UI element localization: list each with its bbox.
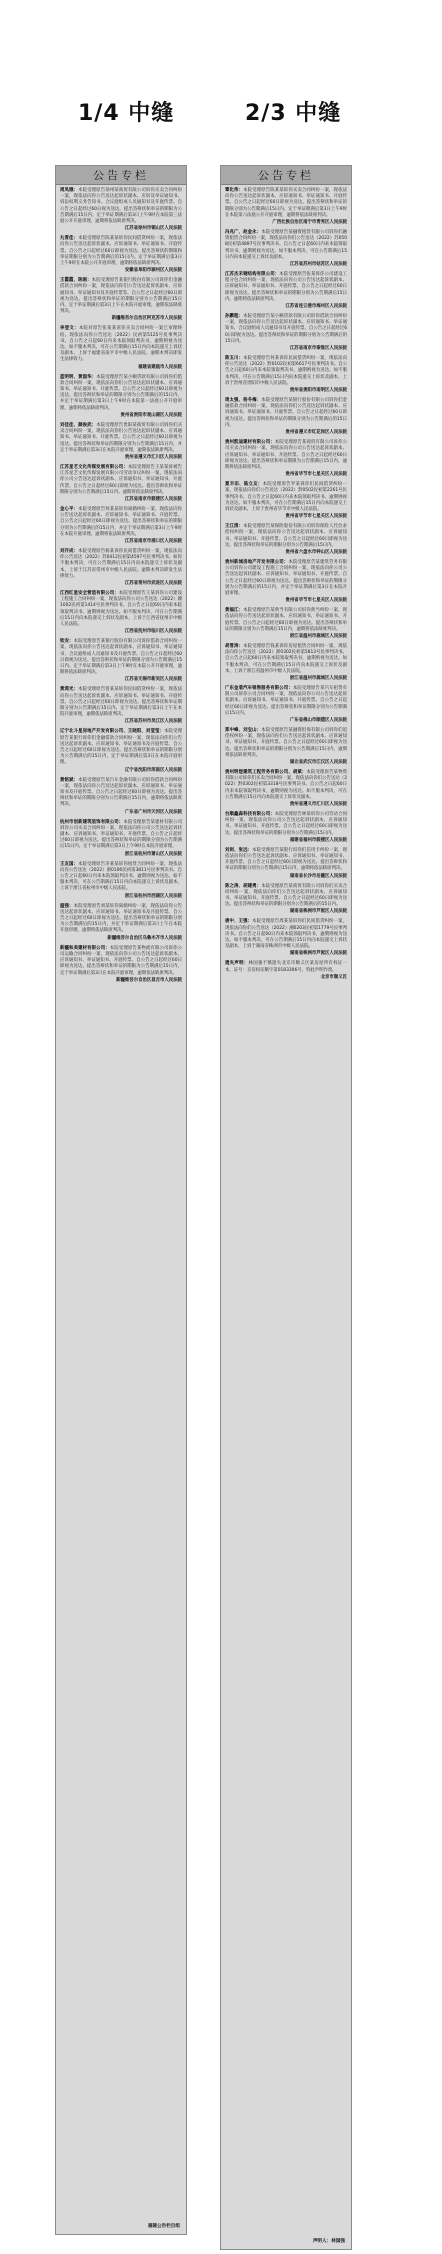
notice-addressee: 胡雪涛： (225, 643, 244, 649)
notice-court: 广西壮族自治区南宁市青秀区人民法院 (272, 220, 347, 226)
notice-body: 本院受理原告某汽车金融有限公司诉你借款合同纠纷一案，现依法向你公告送达起诉状副本、应诉通知书、举证通知书及开庭传票。自公告之日起经过60日即视为送达。提出答辩状和举证的期限分别为公告期满后15日内，逾期将依法缺席判决。 (60, 777, 182, 808)
notice-text (225, 314, 347, 345)
notice-item (60, 326, 182, 370)
notice-text (225, 848, 347, 873)
notice-court: 湖南省株洲市芦淞区人民法院 (289, 909, 347, 915)
notice-text (225, 884, 347, 909)
notice-text (225, 188, 347, 219)
notice-item (225, 961, 347, 980)
notice-text (225, 272, 347, 303)
notice-body: 本院受理原告某银行股份有限公司诉你们金融借款合同纠纷一案，现依法向你们公告送达起诉状副本、应诉通知书、举证通知书及开庭传票等。自公告之日起经过60日即视为送达。提出答辩状和举证的期限分别为公告期满后15日内。定于举证期满后第3日上午在本院开庭审理，逾期依法缺席判决。 (60, 278, 182, 315)
notice-text (60, 423, 182, 454)
notice-text (60, 820, 182, 851)
notice-item (60, 687, 182, 725)
notice-body: 本院受理原告某小额贷款有限公司诉你们借款合同纠纷一案，现依法向你们公告送达起诉状副本、应诉通知书、举证通知书、开庭传票。自公告之日起经过60日即视为送达。提出答辩状和举证的期限分别为公告期满后的15日内，并定于举证期满后第3日上午9时在本院第一法庭公开开庭审理，逾期将依法缺席判决。 (60, 374, 182, 411)
notice-body: 本院受理原告何某诉你民间借贷纠纷一案，现依法向你公告送达（2022）黔0102民初第6617号民事判决书。自公告之日起60日内来本院领取判决书，逾期则视为送达。如不服本判决，可在公告期满后15日内向本院递交上诉状及副本，上诉于贵州省贵阳市中级人民法院。 (225, 356, 347, 386)
notice-court: 贵州省六盘水市钟山区人民法院 (285, 549, 347, 555)
notice-court: 贵州省遵义市汇川区人民法院 (124, 454, 182, 460)
notice-addressee: 冯兆广、赵金永： (225, 230, 262, 236)
notice-addressee: 周凤娥： (60, 188, 79, 193)
notice-body: 本院受理原告罗某诉你们民间借贷纠纷一案，现依法向你们公告送达（2022）黔0502民初第2261号民事判决书。自公告之日起60日内来本院领取判决书，逾期则视为送达。如不服本判决，可在公告期满后15日内向本院递交上诉状及副本，上诉于贵州省毕节市中级人民法院。 (225, 482, 347, 512)
column-footer-left: 福建公告栏目组 (147, 2224, 180, 2229)
notice-addressee: 新疆和美建材有限公司： (60, 945, 110, 951)
notice-addressee: 江苏杰禾钢结构有限公司： (225, 272, 280, 278)
notice-body: 本院受理原告王某某诉被告江苏星艺文化传媒发展有限公司劳动争议纠纷一案，现依法向你公司公告送达起诉状副本、应诉通知书、举证通知书、开庭传票。自公告之日起经过60日即视为送达。提出答辩状和举证期限分别为公告期满后15日内。逾期将依法缺席判决。 (60, 464, 182, 495)
notice-body: 本院受理原告钱某诉你房屋租赁合同纠纷一案，现依法向你公告送达（2022）浙0302民初第5813号民事判决书。自公告之日起60日内来本院领取判决书，逾期则视为送达。如不服本判决，可在公告期满后15日内向本院递交上诉状及副本，上诉于浙江省温州市中级人民法院。 (225, 643, 347, 674)
notice-court: 辽宁省沈阳市浑南区人民法院 (124, 767, 182, 773)
notice-court: 贵州省贵阳市观山湖区人民法院 (120, 412, 182, 418)
notice-court: 新疆维吾尔自治区乌鲁木齐市人民法院 (107, 935, 182, 941)
notice-addressee: 黄鸿光： (60, 687, 79, 693)
notice-text (225, 770, 347, 801)
notice-text (60, 507, 182, 538)
notice-text (225, 644, 347, 675)
notice-body: 本院受理原告某银行诉你们信用卡纠纷一案，现依法向你们公告送达起诉状副本、应诉通知书、举证通知书、开庭传票。自公告之日起经过60日即视为送达。提出答辩状和举证的期限分别为公告期满后15日内，逾期将依法缺席判决。 (225, 847, 347, 872)
notice-court: 江苏省南京市秦淮区人民法院 (289, 346, 347, 352)
notice-body: 本院受理原告某建材有限公司诉你公司买卖合同纠纷一案，现依法向你公司公告送达起诉状副本、应诉通知书、举证通知书、开庭传票。自公告之日起经过60日即视为送达。提出答辩状和举证的期限分别为公告期满后15日内。定于举证期满后第3日上午9时在本院开庭审理。 (60, 819, 182, 850)
notice-body: 本院受理原告某商贸有限公司诉你们买卖合同纠纷一案，现依法向你们公告送达起诉状副本、应诉通知书、举证通知书、开庭传票。自公告之日起经过60日即视为送达。提出答辩状和举证的期限分别为公告期满后的15日内。 (225, 883, 347, 908)
notice-item (60, 639, 182, 683)
notice-item (60, 820, 182, 858)
notice-addressee: 王霞霞、陈刚： (60, 278, 92, 284)
notice-column-left (55, 165, 187, 2235)
notice-item (225, 356, 347, 394)
notice-court: 新疆维吾尔自治区阿克苏市人民法院 (111, 316, 182, 322)
notice-body: 本院受理原告林某诉你公司劳动合同纠纷一案，现依法向你公司公告送达起诉状副本、应诉通知书、举证通知书、开庭传票。自公告之日起经过60日即视为送达。提出答辩状和举证的期限分别为公告期满后15日内。 (225, 812, 347, 836)
notice-body: 本院受理原告某汽车租赁有限公司诉你公司合同纠纷一案，现依法向你公司公告送达起诉状副本、应诉通知书、举证通知书、开庭传票。自公告之日起经过60日即视为送达。提出答辩状和举证期限分别为公告期满后15日内。 (225, 685, 347, 716)
notice-text (60, 862, 182, 893)
notice-body: 本院受理原告陈某某诉你买卖合同纠纷一案，现依法向你公告送达起诉状副本、应诉通知书、举证通知书、开庭传票。自公告之日起经过60日即视为送达。提出答辩状和举证的期限分别为公告期满后15日内。定于举证期满后第3日上午9时在本院第六法庭公开开庭审理，逾期将依法缺席判决。 (225, 188, 347, 218)
notice-item (225, 812, 347, 844)
notice-text (225, 686, 347, 717)
notice-court: 江苏省南京市浦口区人民法院 (124, 538, 182, 544)
notice-item (225, 314, 347, 352)
notice-addressee: 江苏星艺文化传媒发展有限公司： (60, 464, 128, 470)
notice-court: 广东省广州市天河区人民法院 (124, 809, 182, 815)
notice-item (225, 524, 347, 556)
column-size-label-right: 2/3 中缝 (245, 101, 342, 126)
notice-item (225, 644, 347, 682)
notice-court: 福建省福州市鼓楼区人民法院 (289, 837, 347, 843)
notice-text (60, 326, 182, 363)
notice-addressee: 陈之涛、胡建勇： (225, 883, 262, 889)
notice-item (225, 608, 347, 640)
notice-item (60, 549, 182, 587)
notice-item (60, 236, 182, 274)
notice-item (225, 188, 347, 226)
notice-text (60, 729, 182, 766)
notice-court: 广东省佛山市顺德区人民法院 (289, 718, 347, 723)
notice-addressee: 李登文： (60, 326, 79, 332)
notice-court: 贵州省贵阳市南明区人民法院 (289, 388, 347, 394)
notice-addressee: 丸雪佳： (60, 236, 79, 242)
notice-text (60, 465, 182, 496)
notice-addressee: 刘开成： (60, 548, 79, 554)
notice-court: 浙江省温州市鹿城区人民法院 (289, 675, 347, 681)
notice-addressee: 夏丰田、陆立友： (225, 482, 263, 488)
notice-addressee: 孙鹏程： (225, 314, 244, 320)
notice-court: 浙江省温州市鹿城区人民法院 (289, 633, 347, 639)
notice-body: 本院受理原告某银行股份有限公司诉你们金融借款合同纠纷一案，现依法向你们公告送达起诉状副本、应诉通知书、举证通知书、开庭传票。自公告之日起经过60日即视为送达。提出答辩状和举证的期限分别为公告期满后的15日内。 (225, 398, 347, 428)
notice-court: 湖北省武汉市江汉区人民法院 (289, 760, 347, 766)
notice-body: 林国强不慎遗失北京市顺义区某房屋所有权证一本，证号：京房权证顺字第0183306号，特此声明作废。 (225, 961, 347, 973)
notice-text (225, 356, 347, 387)
notice-court: 浙江省杭州市萧山区人民法院 (124, 851, 182, 857)
notice-addressee: 钦安： (60, 639, 74, 645)
notice-item (60, 375, 182, 419)
notice-body: 本院受理原告某小额贷款有限公司诉你借款合同纠纷一案，现依法向你公告送达起诉状副本、应诉通知书、举证通知书、合议庭组成人员通知书及开庭传票。自公告之日起经过60日即视为送达。提出答辩状和举证的期限分别为公告期满后的15日内。 (225, 314, 347, 344)
notice-court: 江苏省连云港市海州区人民法院 (285, 304, 347, 310)
notice-addressee: 遗失声明： (225, 961, 249, 967)
notice-text (60, 278, 182, 315)
notice-item (225, 884, 347, 916)
notice-addressee: 贵州明煜建筑工程劳务有限公司、胡斌： (225, 770, 307, 776)
notice-court: 江苏省苏州市姑苏区人民法院 (289, 262, 347, 268)
notice-item (225, 770, 347, 808)
notice-body: 本院受理原告某物资有限公司诉你们买卖合同纠纷一案，现依法向你们公告送达（2022）黔0302民初第3318号民事判决书。自公告之日起60日内来本院领取判决书，逾期则视为送达。如不服本判决，可在公告期满后15日内向本院递交上诉状及副本。 (225, 770, 347, 800)
notice-body: 本院受理原告某融资担保有限公司诉你们追偿权纠纷一案，现依法向你们公告送达起诉状副本、应诉通知书、举证通知书、开庭传票。自公告之日起经过60日即视为送达。提出答辩状和举证的期限分别为公告期满后15日内，逾期将依法缺席判决。 (225, 728, 347, 758)
notice-item (60, 946, 182, 984)
notice-body: 本院受理原告李某某诉你租赁合同纠纷一案，现依法向你公告送达（2022）浙0106民初第3811号民事判决书。自公告之日起60日内来本院领取判决书，逾期则视为送达。如不服本判决，可在公告期满后15日内向本院递交上诉状及副本，上诉于浙江省杭州市中级人民法院。 (60, 861, 182, 892)
notice-addressee: 王江清： (225, 524, 244, 530)
notice-text (225, 812, 347, 837)
notice-addressee: 王友国： (60, 861, 79, 867)
notice-item (60, 778, 182, 816)
notice-text (60, 549, 182, 580)
notice-text (60, 236, 182, 267)
notice-addressee: 金心平： (60, 506, 79, 512)
notice-item (225, 686, 347, 724)
notice-addressee: 贵州新城房地产开发有限公司： (225, 559, 289, 565)
notice-text (225, 230, 347, 261)
column-header-right: 公告专栏 (221, 166, 351, 185)
notice-text (225, 524, 347, 549)
notice-text (225, 961, 347, 973)
notice-body: 本院受理原告周某某诉你们民间借贷纠纷一案，现依法向你们公告送达（2022）湘0203民初第1779号民事判决书。自公告之日起60日内来本院领取判决书，逾期则视为送达。如不服本判决，可在公告期满后15日内向本院递交上诉状及副本，上诉于湖南省株洲市中级人民法院。 (225, 919, 347, 950)
notice-body: 本院受理原告陈某某诉你民间借贷纠纷一案，现依法向你公告送达起诉状副本、应诉通知书、举证通知书、开庭传票。自公告之日起经过60日即视为送达。提出答辩状的期限和举证期限分别为公告期满后的15日内。定于举证期满后第3日上午9时在本院公开开庭审理，逾期将依法缺席判决。 (60, 236, 182, 267)
notice-addressee: 广东金盾汽车销售服务有限公司： (225, 685, 293, 691)
notice-addressee: 黄福江： (225, 608, 244, 614)
notice-body: 本院受理原告王某诉你公司建设工程施工合同纠纷一案，现依法向你公司公告送达（2022）赣1002民初第1414号民事判决书。自公告之日起60日内来本院领取判决书，逾期则视为送达。如不服本判决，可在公告期满后15日内向本院递交上诉状及副本，上诉于江西省抚州市中级人民法院。 (60, 590, 182, 627)
column-body-right (221, 185, 351, 981)
column-footer-right: 声明人：林国强 (312, 2239, 345, 2244)
notice-body: 本院受理原告张某诉你公司建设工程分包合同纠纷一案，现依法向你公司公告送达起诉状副本、应诉通知书、举证通知书、开庭传票。自公告之日起经过60日即视为送达。提出答辩状和举证的期限分别为公告期满后15日内。逾期将依法缺席判决。 (225, 272, 347, 302)
notice-addressee: 辽宁北斗星房地产开发有限公司、王晓阳、刘莹莹： (60, 729, 165, 735)
column-body-left (56, 185, 186, 984)
notice-body: 本院受理原告某银行股份有限公司诉你借款合同纠纷一案，现依法向你公告送达起诉状副本、应诉通知书、举证通知书、合议庭组成人员通知书及开庭传票。自公告之日起经过60日即视为送达。提出答辩状和举证的期限分别为公告期满后15日内。定于举证期满后第3日上午9时在本院公开开庭审理，逾期将依法缺席判决。 (60, 639, 182, 676)
notice-court: 江苏省常州市武进区人民法院 (124, 580, 182, 586)
notice-court: 福建省建瓯市人民法院 (138, 364, 182, 370)
notice-item (225, 728, 347, 766)
notice-addressee: 蓝明明、黄国华： (60, 374, 97, 380)
notice-body: 本院受理原告某典当有限公司诉你典当纠纷一案，现依法向你公告送达起诉状副本、应诉通知书、举证通知书、开庭传票。自公告之日起经过60日即视为送达。提出答辩状和举证的期限分别为公告期满后15日内，逾期将依法缺席判决。 (225, 608, 347, 632)
notice-item (225, 482, 347, 520)
notice-court: 江苏省苏州市吴江区人民法院 (124, 719, 182, 725)
column-size-label-left: 1/4 中缝 (78, 101, 175, 126)
notice-text (60, 639, 182, 676)
notice-addressee: 温强： (60, 903, 74, 909)
notice-text (60, 687, 182, 718)
notice-court: 贵州省遵义市汇川区人民法院 (289, 802, 347, 808)
notice-body: 本院受理原告曾某某诉你民间借贷纠纷一案，现依法向你公告送达起诉状副本、应诉通知书、举证通知书、开庭传票。自公告之日起经过60日即视为送达。提出答辩状和举证期限分别为公告期满后15日内。定于举证期满后第3日上午在本院开庭审理，逾期依法缺席判决。 (60, 687, 182, 718)
notice-text (225, 440, 347, 471)
notice-item (225, 440, 347, 478)
notice-addressee: 黄铭斌： (60, 777, 79, 783)
notice-court: 江苏省徐州市铜山区人民法院 (124, 226, 182, 232)
notice-text (60, 946, 182, 977)
notice-item (60, 904, 182, 942)
notice-addressee: 台顺鑫森科技有限公司： (225, 812, 275, 818)
notice-text (60, 375, 182, 412)
notice-court: 贵州省毕节市七星关区人民法院 (285, 598, 347, 604)
notice-court: 贵州省遵义市红花岗区人民法院 (285, 430, 347, 436)
notice-addressee: 周太强、杨冬梅： (225, 398, 262, 404)
notice-court: 新疆维吾尔自治区昌吉市人民法院 (116, 977, 182, 983)
notice-item (225, 272, 347, 310)
notice-court: 浙江省杭州市西湖区人民法院 (124, 893, 182, 899)
notice-item (225, 398, 347, 436)
notice-body: 本院受理原告徐州某商贸有限公司诉你买卖合同纠纷一案，现依法向你公告送达起诉状副本、应诉及举证通知书、诉讼权利义务告知书、合议庭组成人员通知书及开庭传票。自公告之日起经过60日视为送达。提出答辩状和举证的期限为公告期满后15日内。定于举证期满后第3日上午9时在本院第三法庭公开开庭审理，逾期将依法缺席判决。 (60, 188, 182, 225)
notice-text (225, 398, 347, 429)
notice-court: 贵州省毕节市七星关区人民法院 (285, 514, 347, 520)
notice-court: 湖南省长沙市岳麓区人民法院 (289, 873, 347, 879)
notice-addressee: 江西红星安全营造有限公司： (60, 590, 119, 596)
notice-addressee: 覃化伟： (225, 188, 244, 193)
notice-court: 北京市顺义区 (320, 974, 347, 980)
notice-text (60, 904, 182, 935)
column-header-left: 公告专栏 (56, 166, 186, 185)
notice-addressee: 贵州凯迪建材有限公司： (225, 440, 275, 446)
notice-item (60, 591, 182, 635)
notice-court: 安徽省阜阳市颍州区人民法院 (124, 268, 182, 274)
notice-body: 本院受理原告某物流有限公司诉你公司运输合同纠纷一案，现依法向你公司公告送达起诉状副本、应诉通知书、举证通知书、开庭传票。自公告之日起经过60日即视为送达。提出答辩状和举证的期限为公告期满后15日内，定于举证期满后第3日在本院开庭审理，逾期依法缺席判决。 (60, 945, 182, 976)
notice-text (225, 608, 347, 633)
notice-body: 本院受理原告某银行诉你们金融借款合同纠纷一案，现依法向你们公告送达起诉状副本、应诉通知书、举证通知书及开庭传票。自公告之日起经过60日即视为送达。提出答辩状和举证的期限分别为公告期满后的15日内，定于举证期满后第3日在本院开庭审理。 (60, 729, 182, 766)
notice-addressee: 郑中峰、刘宝山： (225, 728, 262, 733)
notice-item (225, 230, 347, 268)
notice-addressee: 陈玉川： (225, 356, 244, 362)
notice-text (225, 919, 347, 950)
notice-item (60, 278, 182, 322)
notice-item (225, 560, 347, 604)
notice-court: 湖南省株洲市芦淞区人民法院 (289, 951, 347, 957)
notice-body: 本院受理原告某融资租赁有限公司诉你们融资租赁合同纠纷一案，现依法向你们公告送达（2022）苏0508民初第4897号民事判决书。自公告之日起60日内来本院领取判决书，逾期则视为送达。如不服本判决，可在公告期满后15日内向本院递交上诉状及副本。 (225, 230, 347, 260)
notice-body: 本院对原告张某某诉你买卖合同纠纷一案已审理终结。现依法向你公告送达（2022）民初第5125号民事判决书。自公告之日起60日内来本院领取判决书，逾期则视为送达。如不服本判决，可在公告期满后15日内向本院递交上诉状及副本，上诉于福建省南平市中级人民法院。逾期本判决即发生法律效力。 (60, 326, 182, 363)
notice-court: 江苏省无锡市新吴区人民法院 (124, 677, 182, 683)
notice-body: 本院受理原告某建筑劳务有限公司诉你公司建设工程施工合同纠纷一案，现依法向你公司公告送达起诉状副本、应诉通知书、举证通知书、开庭传票。自公告之日起经过60日即视为送达。提出答辩状和举证的期限分别为公告期满后的15日内，并定于举证期满后第3日在本院开庭审理。 (225, 559, 347, 596)
notice-text (60, 188, 182, 225)
notice-item (60, 729, 182, 773)
notice-text (225, 482, 347, 513)
notice-body: 本院受理原告某保险股份有限公司诉你保险人代位求偿权纠纷一案，现依法向你公告送达起诉状副本、应诉通知书、举证通知书、开庭传票。自公告之日起经过60日即视为送达。提出答辩状和举证的期限分别为公告期满后15日内。 (225, 524, 347, 548)
notice-body: 本院受理原告何某某诉你离婚纠纷一案，现依法向你公告送达起诉状副本、应诉通知书、举证通知书、开庭传票。自公告之日起经过60日即视为送达。提出答辩状和举证的期限分别为公告期满后的15日内，并定于举证期满后第3日上午9时在本院开庭审理，逾期将依法缺席判决。 (60, 506, 182, 537)
notice-item (60, 423, 182, 461)
notice-body: 本院受理原告贵阳某商贸有限公司诉你们买卖合同纠纷一案，现依法向你们公告送达起诉状副本、应诉通知书、举证通知书、开庭传票。自公告之日起经过60日即视为送达。提出答辩状和举证的期限分别为公告期满后15日内，并定于举证期满后第3日在本院开庭审理，逾期依法缺席判决。 (60, 422, 182, 453)
notice-addressee: 唐中、王强： (225, 919, 253, 925)
notice-body: 本院受理原告刘某诉你离婚纠纷一案，现依法向你公告送达起诉状副本、应诉通知书、举证通知书及开庭传票。自公告之日起经过60日即视为送达。提出答辩状和举证的期限分别为公告期满后的15日内，并定于举证期满后第3日上午在本院开庭审理，逾期将依法缺席判决。 (60, 903, 182, 934)
notice-addressee: 杭州市创新建筑装饰有限公司： (60, 819, 124, 825)
notice-court: 江苏省南京市鼓楼区人民法院 (124, 496, 182, 502)
notice-addressee: 刘剑、张远： (225, 847, 253, 853)
notice-text (225, 560, 347, 597)
notice-item (60, 862, 182, 900)
notice-court: 贵州省毕节市七星关区人民法院 (285, 472, 347, 478)
notice-item (60, 465, 182, 503)
notice-body: 本院受理原告某商贸有限公司诉你公司买卖合同纠纷一案，现依法向你公司公告送达起诉状副本、应诉通知书、举证通知书、开庭传票。自公告之日起经过60日即视为送达。提出答辩状和举证期限为公告期满后15日内，逾期将依法缺席判决。 (225, 440, 347, 470)
notice-text (60, 591, 182, 628)
notice-item (60, 507, 182, 545)
notice-item (225, 919, 347, 957)
notice-column-right (220, 165, 352, 2250)
notice-body: 本院受理原告杨某诉你民间借贷纠纷一案，现依法向你公告送达（2022）苏0412民初第4597号民事判决书。如你不服本判决，可在公告期满后15日内向本院递交上诉状及副本，上诉于江苏省常州市中级人民法院。逾期本判决即发生法律效力。 (60, 548, 182, 579)
notice-item (60, 188, 182, 232)
notice-court: 江西省抚州市临川区人民法院 (124, 629, 182, 635)
notice-text (60, 778, 182, 809)
notice-text (225, 728, 347, 759)
notice-addressee: 刘佳佳、颜俊武： (60, 422, 97, 428)
notice-item (225, 848, 347, 880)
